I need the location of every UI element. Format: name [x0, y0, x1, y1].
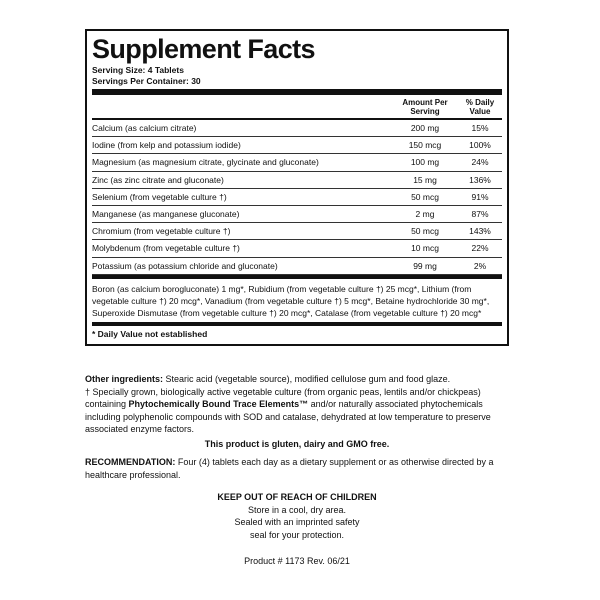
table-row — [92, 206, 502, 223]
header-daily-value: % Daily Value — [465, 98, 495, 116]
column-headers — [92, 95, 502, 120]
recommendation-label: RECOMMENDATION: — [85, 457, 176, 467]
storage-line-1: Store in a cool, dry area. — [247, 504, 347, 515]
table-row — [92, 258, 502, 275]
nutrient-dv: 2% — [473, 260, 487, 271]
nutrient-dv: 143% — [469, 226, 491, 237]
nutrient-dv: 100% — [469, 140, 491, 151]
nutrient-amount: 10 mcg — [411, 243, 439, 254]
culture-note — [85, 386, 509, 436]
serving-size: Serving Size: 4 Tablets — [92, 65, 184, 75]
table-row — [92, 120, 502, 137]
gluten-free-statement: This product is gluten, dairy and GMO free. — [204, 438, 390, 449]
nutrient-dv: 22% — [471, 243, 489, 254]
other-ingredients-label: Other ingredients: — [85, 374, 164, 384]
supplement-facts-panel — [85, 29, 509, 346]
nutrient-dv: 87% — [471, 209, 489, 220]
product-info — [85, 373, 509, 568]
other-ingredients — [85, 373, 509, 386]
nutrient-amount: 2 mg — [415, 209, 435, 220]
nutrient-name: Zinc (as zinc citrate and gluconate) — [92, 174, 224, 185]
nutrient-amount: 100 mg — [410, 157, 440, 168]
nutrient-amount: 50 mcg — [411, 191, 439, 202]
recommendation — [85, 456, 509, 481]
table-row — [92, 223, 502, 240]
servings-per-container: Servings Per Container: 30 — [92, 75, 201, 86]
culture-note-start: † Specially grown, biologically active vegetable culture (from organic peas, lentils and/or chickpeas) containing — [85, 386, 481, 409]
nutrient-name: Calcium (as calcium citrate) — [92, 123, 197, 134]
nutrient-name: Chromium (from vegetable culture †) — [92, 226, 231, 237]
daily-value-footnote: * Daily Value not established — [92, 328, 208, 339]
nutrient-amount: 99 mg — [413, 260, 437, 271]
nutrient-amount: 50 mcg — [411, 226, 439, 237]
nutrient-dv: 136% — [469, 174, 491, 185]
nutrient-dv: 24% — [471, 157, 489, 168]
nutrient-dv: 15% — [471, 123, 489, 134]
nutrient-name: Molybdenum (from vegetable culture †) — [92, 243, 240, 254]
product-number: Product # 1173 Rev. 06/21 — [244, 556, 350, 566]
keep-out-warning: KEEP OUT OF REACH OF CHILDREN — [217, 492, 377, 502]
recommendation-text: Four (4) tablets each day as a dietary supplement or as otherwise directed by a healthcare professional. — [85, 457, 494, 480]
nutrient-name: Selenium (from vegetable culture †) — [92, 191, 227, 202]
other-nutrients: Boron (as calcium borogluconate) 1 mg*, Rubidium (from vegetable culture †) 25 mcg*, Lithium (from vegetable culture †) 20 mcg*, Vanadium (from vegetable culture †) 5 mcg*, Betaine hydrochloride 30 mg*, Superoxide Dismutase (from vegetable culture †) 20 mcg*, Catalase (from vegetable culture †) 20 mcg* — [92, 283, 490, 318]
nutrient-amount: 200 mg — [410, 123, 440, 134]
table-row — [92, 172, 502, 189]
header-amount: Amount Per Serving — [402, 98, 448, 116]
nutrient-name: Potassium (as potassium chloride and gluconate) — [92, 260, 278, 271]
panel-title: Supplement Facts — [92, 34, 315, 64]
nutrient-name: Magnesium (as magnesium citrate, glycinate and gluconate) — [92, 157, 319, 168]
nutrient-name: Iodine (from kelp and potassium iodide) — [92, 140, 241, 151]
other-ingredients-text: Stearic acid (vegetable source), modified cellulose gum and food glaze. — [163, 374, 451, 384]
culture-note-bold: Phytochemically Bound Trace Elements™ — [128, 399, 309, 409]
storage-line-3: seal for your protection. — [249, 529, 345, 540]
table-row — [92, 137, 502, 154]
nutrient-amount: 15 mg — [413, 174, 437, 185]
nutrient-amount: 150 mcg — [408, 140, 442, 151]
table-row — [92, 189, 502, 206]
table-row — [92, 154, 502, 171]
nutrient-table — [92, 120, 502, 275]
culture-note-end: and/or naturally associated phytochemicals including polyphenolic compounds with SOD and catalase, dehydrated at low temperature to preserve associated enzyme factors. — [85, 399, 491, 434]
storage-line-2: Sealed with an imprinted safety — [234, 517, 360, 527]
nutrient-name: Manganese (as manganese gluconate) — [92, 209, 240, 220]
table-row — [92, 240, 502, 257]
nutrient-dv: 91% — [471, 191, 489, 202]
